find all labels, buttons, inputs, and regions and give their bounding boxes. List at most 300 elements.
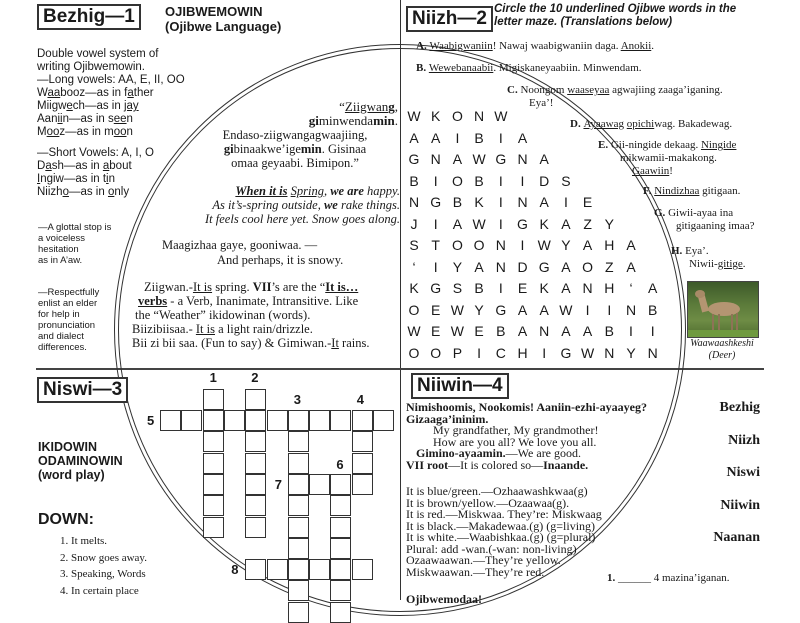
maze-letter[interactable]: E bbox=[431, 323, 441, 339]
maze-letter[interactable]: A bbox=[517, 301, 528, 318]
maze-letter[interactable]: I bbox=[650, 323, 655, 339]
vowel-example bbox=[37, 160, 185, 173]
maze-letter[interactable]: A bbox=[431, 129, 441, 146]
text: Giwii-ayaa ina bbox=[668, 207, 734, 219]
maze-letter[interactable]: A bbox=[626, 258, 636, 275]
crossword-cell[interactable] bbox=[203, 431, 224, 452]
long-vowels-list bbox=[37, 87, 185, 139]
text: ther bbox=[133, 87, 154, 99]
maze-clue bbox=[570, 118, 732, 131]
text: agwajiing zaaga’iganing. bbox=[609, 84, 723, 96]
color-line: It is red.—Miskwaa. They’re: Miskwaag bbox=[406, 507, 602, 521]
crossword-cell[interactable] bbox=[288, 431, 309, 452]
text: ! Nawaj waabigwaniin daga. bbox=[492, 40, 621, 52]
item-text: 4 mazina’iganan. bbox=[653, 572, 730, 584]
caption-ojibwe: Waawaashkeshi bbox=[690, 338, 754, 349]
maze-letter[interactable]: Y bbox=[474, 301, 484, 318]
maze-letter[interactable]: O bbox=[473, 237, 485, 253]
crossword-cell[interactable] bbox=[288, 453, 309, 474]
maze-letter[interactable]: S bbox=[452, 280, 463, 296]
text: gitigaan. bbox=[699, 185, 741, 197]
maze-letter[interactable]: G bbox=[517, 215, 528, 232]
crossword-cell[interactable] bbox=[330, 580, 351, 601]
maze-letter[interactable]: E bbox=[582, 194, 593, 210]
deer-caption bbox=[676, 338, 768, 362]
text: sh bbox=[51, 160, 64, 172]
spring-quote-body bbox=[190, 128, 400, 170]
maze-letter[interactable]: W bbox=[472, 151, 486, 167]
title-line: (word play) bbox=[38, 468, 105, 482]
maze-letter[interactable]: B bbox=[604, 323, 614, 339]
text: Bii zi bii saa. (Fun to say) & Gimiwan.- bbox=[132, 336, 332, 350]
maze-letter[interactable]: A bbox=[561, 280, 571, 296]
target-word: Anokii bbox=[620, 40, 652, 52]
crossword-cell[interactable] bbox=[330, 538, 351, 559]
maze-letter[interactable]: I bbox=[585, 301, 590, 318]
maze-letter[interactable]: B bbox=[474, 129, 484, 146]
underlined-vowel: o bbox=[62, 186, 69, 198]
text: ! bbox=[669, 165, 673, 177]
crossword-cell[interactable] bbox=[288, 559, 309, 580]
crossword-cell[interactable] bbox=[288, 517, 309, 538]
crossword-cell[interactable] bbox=[288, 538, 309, 559]
maze-letter[interactable]: B bbox=[474, 280, 484, 296]
clue-line bbox=[654, 207, 755, 220]
underlined-vowel: a bbox=[45, 160, 52, 172]
color-line: It is brown/yellow.—Ozaawaa(g). bbox=[406, 495, 570, 510]
crossword-cell[interactable] bbox=[267, 410, 288, 431]
bold-text: VII root bbox=[406, 457, 449, 472]
section-tag-4: Niiwin—4 bbox=[411, 373, 509, 399]
maze-letter[interactable]: A bbox=[539, 194, 549, 210]
crossword-number: 7 bbox=[274, 476, 283, 492]
text: —We are good. bbox=[505, 446, 582, 460]
crossword-cell[interactable] bbox=[203, 517, 224, 538]
clue-label: C. bbox=[507, 84, 521, 96]
crossword-cell[interactable] bbox=[224, 410, 245, 431]
crossword-cell[interactable] bbox=[267, 559, 288, 580]
crossword-cell[interactable] bbox=[288, 602, 309, 623]
maze-letter[interactable]: I bbox=[498, 280, 503, 296]
quote-line: Endaso-ziigwangagwaajiing, bbox=[222, 128, 368, 142]
maze-letter[interactable]: Z bbox=[583, 215, 592, 232]
target-word: Waabigwaniin bbox=[429, 40, 493, 52]
maze-clue bbox=[416, 40, 654, 53]
maze-letter[interactable]: K bbox=[539, 280, 549, 296]
note-line: —A glottal stop is bbox=[38, 222, 112, 233]
maze-letter[interactable]: N bbox=[495, 258, 506, 275]
maze-letter[interactable]: C bbox=[495, 344, 506, 361]
crossword-cell[interactable] bbox=[203, 453, 224, 474]
maze-letter[interactable]: A bbox=[517, 323, 528, 339]
bold: VII bbox=[252, 280, 272, 294]
text: . bbox=[651, 40, 655, 52]
target-word: Wewebanaabii bbox=[428, 62, 494, 74]
underlined-word: Spring bbox=[290, 184, 324, 198]
maze-letter[interactable]: O bbox=[451, 237, 463, 253]
crossword-cell[interactable] bbox=[288, 410, 309, 431]
maze-letter[interactable]: I bbox=[520, 172, 525, 189]
maze-letter[interactable]: A bbox=[539, 151, 549, 167]
crossword-number: 8 bbox=[231, 562, 239, 578]
target-word: gitige bbox=[717, 258, 743, 270]
maze-letter[interactable]: I bbox=[498, 172, 503, 189]
maze-letter[interactable]: I bbox=[498, 129, 503, 146]
text: Biizibiisaa.- bbox=[132, 322, 196, 336]
spring-translation bbox=[170, 184, 400, 226]
maze-letter[interactable]: A bbox=[582, 237, 593, 253]
instruction-line: letter maze. (Translations below) bbox=[494, 16, 673, 28]
maze-letter[interactable]: N bbox=[604, 344, 615, 361]
note-line: a voiceless bbox=[38, 233, 85, 244]
crossword-cell[interactable] bbox=[352, 474, 373, 495]
maze-letter[interactable]: B bbox=[452, 194, 463, 210]
target-word: Ningide bbox=[700, 139, 737, 151]
caption-english: (Deer) bbox=[708, 350, 736, 361]
text: Gii-ningide dekaag. bbox=[610, 139, 701, 151]
maze-letter[interactable]: N bbox=[474, 108, 485, 124]
maze-letter[interactable]: A bbox=[409, 129, 419, 146]
maze-letter[interactable]: B bbox=[496, 323, 506, 339]
maze-letter[interactable]: H bbox=[517, 344, 528, 361]
maze-letter[interactable]: N bbox=[430, 151, 441, 167]
maze-letter[interactable]: Y bbox=[561, 237, 571, 253]
maze-letter[interactable]: K bbox=[474, 194, 484, 210]
maze-letter[interactable]: G bbox=[408, 151, 420, 167]
crossword-cell[interactable] bbox=[245, 389, 266, 410]
maze-letter[interactable]: I bbox=[498, 215, 503, 232]
maze-letter[interactable]: N bbox=[647, 344, 658, 361]
text: Niwii- bbox=[689, 258, 718, 270]
bold-prefix: gi bbox=[308, 113, 319, 128]
number-word: Niswi bbox=[726, 465, 760, 480]
text: a light rain/drizzle. bbox=[214, 322, 313, 336]
text: spring. bbox=[212, 280, 253, 294]
underlined-vowel: aa bbox=[47, 87, 61, 99]
text: . Migiskaneyaabiin. Minwendam. bbox=[493, 62, 642, 74]
crossword-cell[interactable] bbox=[245, 410, 266, 431]
maze-letter[interactable]: D bbox=[539, 172, 550, 189]
crossword-number: 6 bbox=[336, 456, 344, 472]
maze-letter[interactable]: H bbox=[604, 237, 615, 253]
crossword-cell[interactable] bbox=[245, 559, 266, 580]
maze-letter[interactable]: E bbox=[431, 301, 441, 318]
text: Noongom bbox=[520, 84, 568, 96]
greeting-line: Gizaaga’ininim. bbox=[406, 411, 489, 426]
maze-letter[interactable]: I bbox=[433, 258, 438, 275]
maze-letter[interactable]: N bbox=[625, 301, 637, 318]
clue-line bbox=[416, 62, 642, 75]
maze-letter[interactable]: A bbox=[517, 129, 528, 146]
crossword-number: 5 bbox=[147, 413, 155, 428]
maze-letter[interactable]: N bbox=[517, 194, 528, 210]
maze-letter[interactable]: I bbox=[433, 215, 438, 232]
maze-letter[interactable]: O bbox=[582, 258, 594, 275]
crossword-cell[interactable] bbox=[352, 559, 373, 580]
crossword-cell[interactable] bbox=[245, 495, 266, 516]
maze-letter[interactable]: B bbox=[409, 172, 419, 189]
underlined-vowel: e bbox=[66, 100, 73, 112]
maze-letter[interactable]: W bbox=[494, 108, 508, 124]
crossword-cell[interactable] bbox=[288, 474, 309, 495]
underlined-word: Ziigwan bbox=[344, 99, 389, 114]
translation-line: My grandfather, My grandmother! bbox=[433, 423, 599, 437]
maze-letter[interactable]: K bbox=[431, 108, 441, 124]
maze-letter[interactable]: W bbox=[450, 301, 464, 318]
maze-letter[interactable]: D bbox=[517, 258, 528, 275]
short-vowels-list bbox=[37, 160, 185, 199]
clue-label: A. bbox=[416, 40, 430, 52]
maze-letter[interactable]: ‘ bbox=[412, 258, 416, 275]
translation-line: How are you all? We love you all. bbox=[433, 434, 597, 449]
maze-letter[interactable]: G bbox=[430, 194, 442, 210]
maze-letter[interactable]: G bbox=[495, 301, 507, 318]
crossword-cell[interactable] bbox=[330, 517, 351, 538]
text: rake things. bbox=[337, 198, 400, 212]
clue-label: G. bbox=[654, 207, 669, 219]
text: —as in m bbox=[65, 126, 114, 138]
crossword-cell[interactable] bbox=[373, 410, 394, 431]
maze-letter[interactable]: Y bbox=[604, 215, 614, 232]
maze-letter[interactable]: J bbox=[410, 215, 418, 232]
maze-letter[interactable]: Y bbox=[452, 258, 463, 275]
maze-letter[interactable]: A bbox=[452, 215, 463, 232]
text: nly bbox=[114, 186, 130, 198]
crossword-cell[interactable] bbox=[330, 474, 351, 495]
text: —as in bbox=[84, 100, 124, 112]
spring-quote bbox=[218, 100, 398, 128]
maze-letter[interactable]: N bbox=[408, 194, 420, 210]
vowel-example bbox=[37, 100, 185, 113]
maze-letter[interactable]: B bbox=[648, 301, 658, 318]
maze-letter[interactable]: B bbox=[474, 172, 484, 189]
target-word: opichi bbox=[626, 118, 655, 130]
crossword-cell[interactable] bbox=[352, 410, 373, 431]
crossword-cell[interactable] bbox=[288, 495, 309, 516]
maze-letter[interactable]: Z bbox=[605, 258, 614, 275]
text: ngiw bbox=[40, 173, 64, 185]
maze-letter[interactable]: O bbox=[408, 301, 420, 318]
clue-label: E. bbox=[598, 139, 611, 151]
maze-letter[interactable]: T bbox=[431, 237, 440, 253]
maze-letter[interactable]: A bbox=[452, 151, 463, 167]
maze-letter[interactable]: K bbox=[539, 215, 549, 232]
maze-letter[interactable]: E bbox=[517, 280, 528, 296]
maze-letter[interactable]: W bbox=[407, 323, 421, 339]
crossword-cell[interactable] bbox=[203, 495, 224, 516]
title-line: ODAMINOWIN bbox=[38, 454, 123, 468]
section1-title bbox=[165, 4, 281, 34]
note-line: —Respectfully bbox=[38, 287, 100, 298]
underlined-vowel: jay bbox=[123, 100, 139, 112]
crossword-cell[interactable] bbox=[245, 517, 266, 538]
text: —as in f bbox=[85, 87, 128, 99]
crossword-cell[interactable] bbox=[309, 559, 330, 580]
clue-line: mikwamii-makakong. bbox=[620, 152, 717, 164]
maze-letter[interactable]: W bbox=[580, 344, 595, 361]
maze-letter[interactable]: W bbox=[537, 237, 551, 253]
maze-letter[interactable]: G bbox=[560, 344, 572, 361]
crossword-cell[interactable] bbox=[203, 410, 224, 431]
underlined-vowel: a bbox=[127, 87, 134, 99]
text: W bbox=[37, 87, 48, 99]
crossword-cell[interactable] bbox=[309, 474, 330, 495]
title-line-2: (Ojibwe Language) bbox=[165, 19, 282, 34]
text: D bbox=[37, 160, 46, 172]
crossword-number: 2 bbox=[251, 370, 259, 385]
maze-letter[interactable]: G bbox=[430, 280, 442, 296]
maze-letter[interactable]: K bbox=[409, 280, 419, 296]
text: rains. bbox=[338, 336, 370, 350]
crossword-cell[interactable] bbox=[309, 410, 330, 431]
section-tag-2: Niizh—2 bbox=[406, 6, 493, 32]
maze-letter[interactable]: A bbox=[626, 237, 636, 253]
maze-letter[interactable]: A bbox=[648, 280, 658, 296]
quote-line: omaa geyaabi. Bimipon.” bbox=[231, 156, 359, 170]
fill-in-blank[interactable]: ______ bbox=[618, 572, 651, 584]
maze-letter[interactable]: N bbox=[495, 237, 506, 253]
vii-explanation bbox=[132, 280, 397, 350]
greeting-line: Nimishoomis, Nookomis! Aaniin-ezhi-ayaayeg? bbox=[406, 400, 648, 414]
crossword-cell[interactable] bbox=[160, 410, 181, 431]
text: Aan bbox=[37, 113, 58, 125]
color-line: It is blue/green.—Ozhaawashkwaa(g) bbox=[406, 484, 588, 498]
text: wag. Bakadewag. bbox=[654, 118, 733, 130]
maze-letter[interactable]: G bbox=[538, 258, 550, 275]
underlined: It is bbox=[195, 322, 215, 336]
maze-letter[interactable]: N bbox=[517, 151, 528, 167]
text: n bbox=[108, 173, 116, 185]
crossword-cell[interactable] bbox=[203, 389, 224, 410]
bold-underlined: It is… bbox=[325, 280, 359, 294]
number-word: Bezhig bbox=[719, 400, 760, 415]
maze-letter[interactable]: N bbox=[539, 323, 550, 339]
maze-letter[interactable]: G bbox=[495, 151, 507, 167]
maze-letter[interactable]: O bbox=[408, 344, 420, 361]
crossword-cell[interactable] bbox=[330, 559, 351, 580]
text: As it’s-spring outside, bbox=[212, 198, 324, 212]
crossword-cell[interactable] bbox=[352, 453, 373, 474]
text: ch bbox=[72, 100, 85, 112]
crossword-cell[interactable] bbox=[181, 410, 202, 431]
crossword-cell[interactable] bbox=[245, 431, 266, 452]
maze-letter[interactable]: S bbox=[409, 237, 419, 253]
target-word: Gaawiin bbox=[632, 165, 670, 177]
crossword-cell[interactable] bbox=[352, 431, 373, 452]
crossword-cell[interactable] bbox=[245, 474, 266, 495]
text: —as in s bbox=[69, 113, 114, 125]
maze-letter[interactable]: O bbox=[451, 172, 463, 189]
underlined-vowel: oo bbox=[113, 126, 127, 138]
crossword-number: 1 bbox=[209, 370, 217, 385]
text: —It is colored so— bbox=[448, 457, 544, 472]
maze-letter[interactable]: I bbox=[563, 194, 568, 210]
maze-letter[interactable]: W bbox=[472, 215, 486, 232]
text: . bbox=[742, 258, 746, 270]
section-tag-3: Niswi—3 bbox=[37, 377, 128, 403]
crossword-number: 4 bbox=[356, 392, 364, 407]
colors-list bbox=[406, 486, 602, 578]
clue-line bbox=[643, 185, 740, 198]
crossword-cell[interactable] bbox=[330, 602, 351, 623]
note-line: for help in bbox=[38, 309, 80, 320]
instruction-line: Circle the 10 underlined Ojibwe words in the bbox=[494, 3, 737, 15]
maze-letter[interactable]: A bbox=[474, 258, 484, 275]
down-clue: 3. Speaking, Words bbox=[60, 568, 146, 580]
crossword-cell[interactable] bbox=[203, 474, 224, 495]
fill-in-line bbox=[607, 572, 730, 584]
maze-letter[interactable]: E bbox=[474, 323, 484, 339]
maze-letter[interactable]: I bbox=[607, 301, 612, 318]
crossword-cell[interactable] bbox=[288, 580, 309, 601]
text: Eya’. bbox=[685, 245, 709, 257]
maze-letter[interactable]: O bbox=[451, 108, 463, 124]
maze-letter[interactable]: H bbox=[604, 280, 615, 296]
maze-letter[interactable]: O bbox=[430, 344, 442, 361]
clue-line bbox=[507, 84, 723, 97]
crossword-cell[interactable] bbox=[245, 453, 266, 474]
text: Niizh bbox=[37, 186, 63, 198]
maze-letter[interactable]: I bbox=[477, 344, 482, 361]
maze-letter[interactable]: A bbox=[539, 301, 549, 318]
maze-letter[interactable]: I bbox=[433, 172, 438, 189]
maze-letter[interactable]: I bbox=[520, 237, 525, 253]
target-word: waaseyaa bbox=[567, 84, 610, 96]
maze-letter[interactable]: I bbox=[629, 323, 633, 339]
clue-label: B. bbox=[416, 62, 429, 74]
deer-icon bbox=[688, 282, 758, 337]
short-vowels-header: —Short Vowels: A, I, O bbox=[37, 147, 154, 159]
glottal-note bbox=[38, 222, 111, 266]
maze-letter[interactable]: I bbox=[542, 344, 547, 361]
note-line: hesitation bbox=[38, 244, 79, 255]
word: minwenda bbox=[318, 113, 374, 128]
maze-letter[interactable]: A bbox=[561, 215, 571, 232]
maze-letter[interactable]: P bbox=[452, 344, 463, 361]
bold-underlined: verbs bbox=[138, 294, 168, 308]
text: happy. bbox=[363, 184, 400, 198]
color-line: It is black.—Makadewaa.(g) (g=living) bbox=[406, 518, 596, 533]
maze-letter[interactable]: A bbox=[561, 323, 571, 339]
maze-letter[interactable]: I bbox=[455, 129, 460, 146]
text: —as in bbox=[68, 186, 108, 198]
underlined-vowel: a bbox=[102, 160, 110, 172]
ojibwe-line: Maagizhaa gaye, gooniwaa. — bbox=[162, 238, 318, 252]
number-word: Naanan bbox=[713, 530, 760, 545]
bold-words: we are bbox=[330, 184, 364, 198]
underlined-vowel: o bbox=[107, 186, 115, 198]
bold-text: Gimino-ayaamin. bbox=[416, 446, 506, 460]
maze-letter[interactable]: A bbox=[582, 323, 593, 339]
closing-line: Ojibwemodaa! bbox=[406, 592, 482, 606]
maze-letter[interactable]: I bbox=[498, 194, 503, 210]
crossword-cell[interactable] bbox=[330, 410, 351, 431]
clue-line: Eya’! bbox=[529, 97, 554, 109]
text: M bbox=[37, 126, 47, 138]
maze-letter[interactable]: A bbox=[561, 258, 571, 275]
maze-letter[interactable]: Y bbox=[626, 344, 636, 361]
maze-clue bbox=[598, 139, 736, 178]
maze-letter[interactable]: W bbox=[559, 301, 573, 318]
maze-letter[interactable]: W bbox=[407, 108, 421, 124]
maze-letter[interactable]: W bbox=[450, 323, 464, 339]
crossword-cell[interactable] bbox=[330, 495, 351, 516]
maze-letter[interactable]: ‘ bbox=[629, 280, 633, 296]
maze-letter[interactable]: S bbox=[561, 172, 571, 189]
number-word: Niiwin bbox=[720, 497, 760, 513]
maze-letter[interactable]: N bbox=[582, 280, 593, 296]
text: Ziigwan.- bbox=[144, 280, 193, 294]
